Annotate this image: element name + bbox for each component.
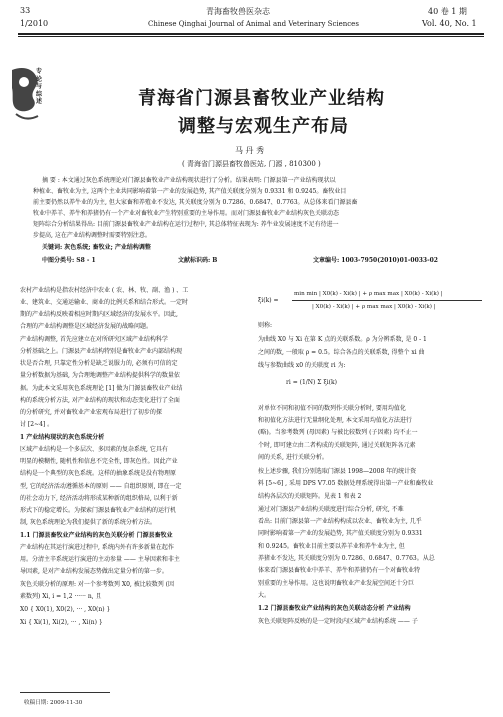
body-line: 明显的模糊性, 随机性和信息不完全性, 即灰色性。因此产业 — [20, 458, 178, 465]
abstract-line: 步提高, 这在产业结构调整时需要特别注意。 — [33, 232, 151, 239]
body-line: 间的关系, 进行关联分析。 — [258, 454, 328, 461]
clc-number: 中图分类号: S8 - 1 — [42, 257, 96, 264]
fraction-bar — [292, 300, 482, 301]
header-rule — [18, 33, 484, 35]
body-line: 合理的产业结构调整是区域经济发展的战略问题。 — [20, 323, 153, 330]
body-line: 的分析研究, 并对畜牧业产业宏观布局进行了初步的探 — [20, 409, 162, 416]
formula-relational-degree: ri = (1/N) Σ ξi(k) — [286, 379, 337, 386]
body-line: 分析基础之上。门源县产业结构特别是畜牧业产业内部结构现 — [20, 348, 183, 355]
abstract-line: 前主要仍然以养牛业的为主, 但大家畜和养殖业不发达, 其关联度分别为 0.7286、0.6847、0.7763。从总体来看门源县畜 — [33, 199, 358, 206]
badge-char: 专 — [36, 68, 43, 75]
column-badge — [8, 66, 48, 126]
body-line: 的社会动力下, 经济活动将形成某种新的组织格局, 以利于新 — [20, 495, 178, 502]
badge-char: 综 — [36, 90, 43, 98]
body-line: 按上述步骤, 我们分别选取门源县 1998—2008 年的统计资 — [258, 468, 417, 475]
abstract-line: 摘 要 : 本文通过灰色系统理论对门源县畜牧业产业结构现状进行了分析。结果表明: 门源县第一产业结构现状以 — [42, 177, 336, 184]
formula-denominator: | X0(k) - Xi(k) | + ρ max max | X0(k) - Xi(k) | — [312, 304, 436, 310]
badge-char: 论 — [36, 75, 43, 83]
body-line: (略)。当参考数列 (母因素) 与被比较数列 (子因素) 均不止一 — [258, 429, 418, 436]
body-line: 线与参数曲线 x0 的关联度 ri 为: — [258, 362, 346, 369]
body-line: 制, 灰色系统理论为我们提供了新的系统分析方法。 — [20, 519, 156, 526]
document-code: 文献标识码: B — [178, 257, 218, 264]
article-number: 文章编号: 1003-7950(2010)01-0033-02 — [313, 257, 438, 264]
body-line: 素数列) Xi, i = 1,2 ······ n, 且 — [20, 593, 102, 600]
formula-numerator: min min | X0(k) - Xi(k) | + ρ max max | X0(k) - Xi(k) | — [294, 291, 443, 297]
body-line: 结构是一个典型的灰色系统。这样的抽象系统是没有物理原 — [20, 470, 177, 477]
footnote-rule — [20, 692, 110, 693]
body-line: 期的产业结构反映着相应时期内区域经济的发展水平。因此, — [20, 311, 178, 318]
keywords: 关键词: 灰色系统; 畜牧业; 产业结构调整 — [42, 244, 151, 251]
body-line: 业、建筑业、交通运输业、商业的比例关系和结合形式。一定时 — [20, 299, 189, 306]
journal-title-cn: 青海畜牧兽医杂志 — [206, 7, 270, 16]
body-line: 形式下的稳定增长。为探索门源县畜牧业产业结构的运行机 — [20, 507, 177, 514]
body-line: 状是否合理, 只靠定性分析是缺乏说服力的, 必须有可信的定 — [20, 360, 178, 367]
body-line: 型, 它的经济活动遵循基本的原则 —— 自组织原则, 即在一定 — [20, 483, 182, 490]
abstract-line: 种植业、畜牧业为主, 这两个主业共同影响着第一产业的发展趋势, 其产值关联度分别为 0.9331 和 0.9245。畜牧业目 — [33, 188, 347, 195]
volume-en: Vol. 40, No. 1 — [422, 19, 477, 28]
body-line: 别重要的主导作用。这也说明畜牧业产业发展空间还十分巨 — [258, 580, 415, 587]
body-line: 农村产业结构是指农村经济中农业 ( 农、林、牧、副、渔 ) 、工 — [20, 287, 189, 294]
body-line: 则称: — [258, 322, 273, 329]
author: 马 丹 秀 — [235, 146, 265, 155]
body-line: 构的系统分析方法, 对产业结构的现状和动态变化进行了全面 — [20, 397, 180, 404]
body-line: 结构各层次的关联矩阵。见表 1 和表 2 — [258, 493, 362, 500]
section-heading: 1 产业结构现状的灰色系统分析 — [20, 434, 105, 441]
body-line: 导因素, 是对产业结构发展态势做出定量分析的第一步。 — [20, 568, 168, 575]
badge-char: 与 — [36, 83, 43, 91]
abstract-line: 牧业中养羊、养牛和养猪仍有一个产业对畜牧业产生特别重要的主导作用。而对门源县畜牧业产业结构灰色关联动态 — [33, 210, 340, 217]
body-line: 区域产业结构是一个多层次、多因素的复杂系统, 它具有 — [20, 446, 168, 453]
journal-title-en: Chinese Qinghai Journal of Animal and Veterinary Sciences — [148, 20, 359, 28]
body-line: 产业结构在其运行演进过程中, 系统内外有许多新量在起作 — [20, 544, 174, 551]
body-line: 灰色关联矩阵反映的是一定时段内区域产业结构系统 —— 子 — [258, 618, 418, 625]
received-date: 收稿日期: 2009-11-30 — [24, 700, 83, 706]
affiliation: ( 青海省门源县畜牧兽医站, 门源 , 810300 ) — [182, 160, 321, 168]
body-line: 之间的数, 一般取 ρ = 0.5。综合各点的关联系数, 得整个 xi 曲 — [258, 349, 425, 356]
subsection-heading: 1.1 门源县畜牧业产业结构的灰色关联分析 门源县畜牧业 — [20, 532, 173, 539]
body-line: 对单位不同和初值不同的数列作关联分析时, 要用均值化 — [258, 405, 406, 412]
issue-date: 1/2010 — [20, 19, 49, 28]
body-line: 用。分清主辛系统运行演进的主动参量 —— 主导因素和非主 — [20, 556, 180, 563]
article-title-line2: 调整与宏观生产布局 — [178, 116, 349, 137]
body-line: 灰色关联分析的原理: 对一个参考数列 X0, 被比较数列 (因 — [20, 581, 174, 588]
abstract-line: 矩阵综合分析结果得出: 目前门源县畜牧业产业结构在运行过程中, 其总体特征表现为: 养牛业发展速度不足有待进一 — [33, 221, 339, 228]
formula-line: Xi { Xi(1), Xi(2), ··· , Xi(n) } — [20, 619, 103, 626]
formula-lhs: ξi(k) = — [258, 297, 279, 304]
header-rule-2 — [18, 36, 484, 37]
formula-line: X0 { X0(1), X0(2), ··· , X0(n) } — [20, 606, 111, 613]
body-line: 和初值化方法进行无量纲化处理, 本文采用均值化方法进行 — [258, 417, 412, 424]
badge-char: 述 — [36, 98, 43, 106]
body-line: 同时影响着第一产业的发展趋势, 其产值关联度分别为 0.9331 — [258, 530, 423, 537]
body-line: 和 0.9245。畜牧业目前主要以养羊业和养牛业为主, 但 — [258, 543, 405, 550]
body-line: 为曲线 X0 与 Xi 在第 K 点的关联系数。ρ 为分辨系数, 是 0 - 1 — [258, 336, 427, 343]
body-line: 量分析数据为基础, 为合理地调整产业结构提供科学的数量依 — [20, 372, 180, 379]
page-number: 33 — [20, 6, 31, 15]
subsection-heading: 1.2 门源县畜牧业产业结构的灰色关联动态分析 产业结构 — [258, 605, 411, 612]
volume-cn: 40 卷 1 期 — [428, 7, 467, 16]
body-line: 料 [5~6] , 采用 DPS V7.05 数据处理系统得出第一产业和畜牧业 — [258, 480, 434, 487]
body-line: 看出: 目前门源县第一产业结构构成以农业、畜牧业为主, 几乎 — [258, 518, 422, 525]
body-line: 产业结构调整, 首先应建立在对所研究区域产业结构科学 — [20, 336, 168, 343]
body-line: 体来看门源县畜牧业中养羊、养牛和养猪仍有一个对畜牧业特 — [258, 567, 421, 574]
body-line: 个时, 即可建立由二者构成的关联矩阵, 通过关联矩阵各元素 — [258, 442, 416, 449]
article-title-line1: 青海省门源县畜牧业产业结构 — [138, 88, 385, 109]
body-line: 养猪业不发达, 其关联度分别为 0.7286、0.6847、0.7763。从总 — [258, 555, 435, 562]
body-line: 大。 — [258, 592, 271, 599]
body-line: 通过对门源县产业结构关联度进行综合分析, 研究, 不难 — [258, 506, 404, 513]
body-line: 据。为此本文采用灰色系统理论 [1] 做为门源县畜牧业产业结 — [20, 385, 183, 392]
body-line: 讨 [2~4] 。 — [20, 421, 54, 428]
